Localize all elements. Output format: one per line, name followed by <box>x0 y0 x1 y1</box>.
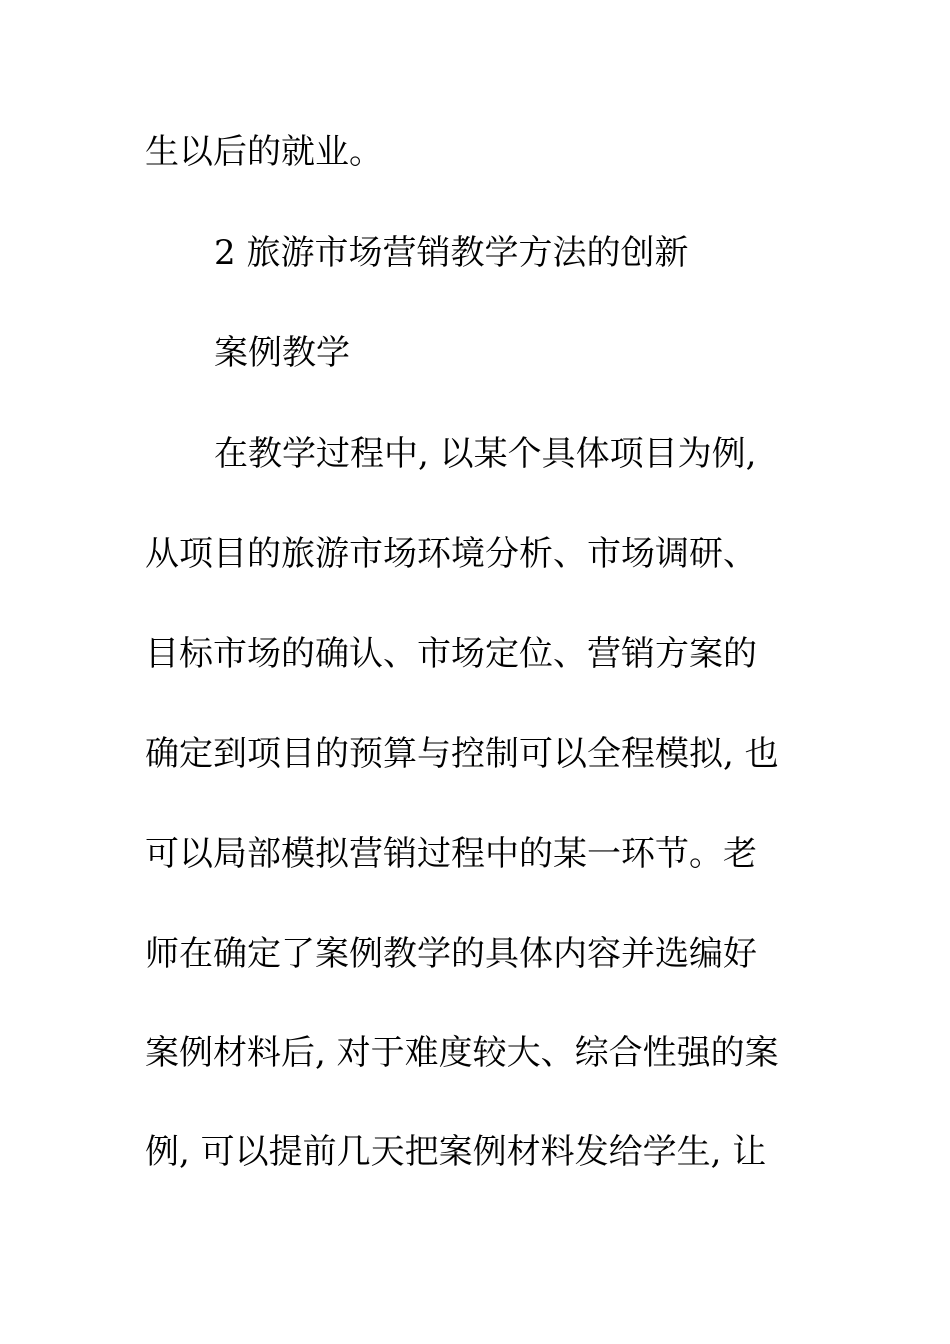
paragraph-line: 可以局部模拟营销过程中的某一环节。老 <box>145 834 757 874</box>
paragraph-line: 师在确定了案例教学的具体内容并选编好 <box>145 934 757 974</box>
subsection-heading: 案例教学 <box>214 333 350 373</box>
section-heading: 2 旅游市场营销教学方法的创新 <box>214 233 689 273</box>
paragraph-line: 确定到项目的预算与控制可以全程模拟, 也 <box>145 734 779 774</box>
paragraph-line: 目标市场的确认、市场定位、营销方案的 <box>145 634 757 674</box>
paragraph-line: 案例材料后, 对于难度较大、综合性强的案 <box>145 1033 779 1073</box>
paragraph-line: 例, 可以提前几天把案例材料发给学生, 让 <box>145 1132 767 1172</box>
paragraph-line: 从项目的旅游市场环境分析、市场调研、 <box>145 534 757 574</box>
paragraph-line: 在教学过程中, 以某个具体项目为例, <box>214 434 757 474</box>
paragraph-line: 生以后的就业。 <box>145 132 383 172</box>
